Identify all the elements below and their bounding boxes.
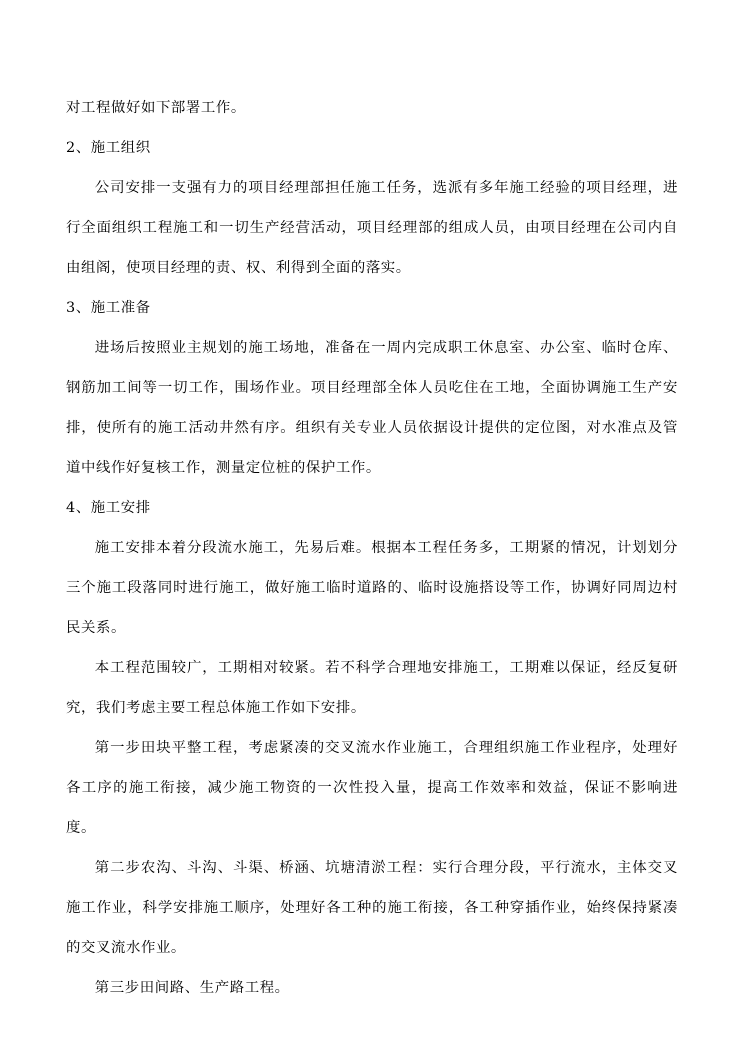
- paragraph: 本工程范围较广，工期相对较紧。若不科学合理地安排施工，工期难以保证，经反复研究，我们考虑主要工程总体施工作如下安排。: [66, 660, 678, 716]
- document-body: [66, 88, 678, 1008]
- paragraph: 进场后按照业主规划的施工场地，准备在一周内完成职工休息室、办公室、临时仓库、钢筋加工间等一切工作，围场作业。项目经理部全体人员吃住在工地，全面协调施工生产安排，使所有的施工活动井然有序。组织有关专业人员依据设计提供的定位图，对水准点及管道中线作好复核工作，测量定位桩的保护工作。: [66, 340, 678, 476]
- paragraph: 第一步田块平整工程，考虑紧凑的交叉流水作业施工，合理组织施工作业程序，处理好各工序的施工衔接，减少施工物资的一次性投入量，提高工作效率和效益，保证不影响进度。: [66, 740, 678, 836]
- paragraph: 第二步农沟、斗沟、斗渠、桥涵、坑塘清淤工程：实行合理分段，平行流水，主体交叉施工作业，科学安排施工顺序，处理好各工种的施工衔接，各工种穿插作业，始终保持紧凑的交叉流水作业。: [66, 860, 678, 956]
- paragraph: 公司安排一支强有力的项目经理部担任施工任务，选派有多年施工经验的项目经理，进行全面组织工程施工和一切生产经营活动，项目经理部的组成人员，由项目经理在公司内自由组阁，使项目经理的责、权、利得到全面的落实。: [66, 180, 678, 276]
- section-heading-2: 2、施工组织: [66, 140, 151, 156]
- paragraph: 对工程做好如下部署工作。: [66, 100, 246, 116]
- paragraph: 第三步田间路、生产路工程。: [94, 980, 290, 996]
- section-heading-3: 3、施工准备: [66, 300, 151, 316]
- section-heading-4: 4、施工安排: [66, 500, 151, 516]
- paragraph: 施工安排本着分段流水施工，先易后难。根据本工程任务多，工期紧的情况，计划划分三个施工段落同时进行施工，做好施工临时道路的、临时设施搭设等工作，协调好同周边村民关系。: [66, 540, 678, 636]
